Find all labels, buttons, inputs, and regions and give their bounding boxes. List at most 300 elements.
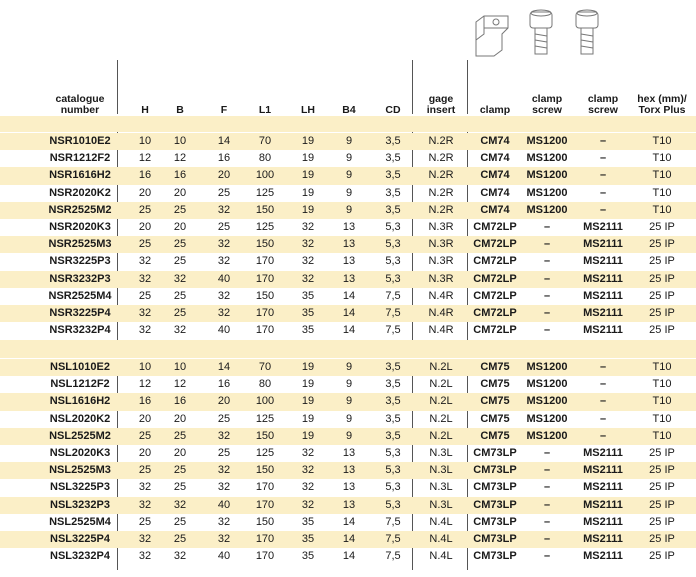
- cell-catalogue: NSR2020K3: [49, 220, 111, 233]
- table-row: [0, 322, 696, 339]
- cell-catalogue: NSR2525M2: [48, 203, 112, 216]
- table-header: [0, 94, 696, 116]
- cell-clamp-screw-2: MS2111: [583, 220, 623, 233]
- cell-f: 25: [217, 220, 231, 233]
- cell-cd: 3,5: [385, 186, 401, 199]
- cell-clamp-screw: –: [543, 481, 551, 494]
- cell-f: 14: [217, 135, 231, 147]
- cell-catalogue: NSR2525M3: [48, 238, 112, 251]
- cell-clamp-screw-2: –: [599, 186, 607, 199]
- header-catalogue-number: catalogue number: [55, 93, 105, 116]
- cell-f: 25: [217, 412, 231, 425]
- cell-clamp: CM75: [480, 412, 510, 425]
- cell-hex: T10: [652, 395, 672, 408]
- cell-hex: 25 IP: [649, 289, 675, 302]
- cell-gage: N.2R: [428, 186, 454, 199]
- cell-clamp-screw-2: MS2111: [583, 289, 623, 302]
- cell-h: 32: [138, 481, 152, 494]
- cell-catalogue: NSR1212F2: [49, 152, 111, 165]
- cell-hex: 25 IP: [649, 324, 675, 337]
- header-clamp: clamp: [479, 104, 511, 116]
- cell-clamp-screw: MS1200: [526, 361, 568, 373]
- section-gap: [0, 340, 696, 358]
- cell-l1: 70: [258, 135, 272, 147]
- cell-clamp-screw: –: [543, 255, 551, 268]
- cell-hex: 25 IP: [649, 220, 675, 233]
- cell-h: 32: [138, 272, 152, 285]
- header-h: H: [141, 104, 149, 116]
- cell-cd: 7,5: [385, 550, 401, 563]
- table-row: [0, 411, 696, 428]
- cell-clamp: CM73LP: [473, 498, 517, 511]
- cell-gage: N.3R: [428, 220, 454, 233]
- cell-b: 10: [173, 135, 187, 147]
- cell-clamp-screw: –: [543, 550, 551, 563]
- cell-catalogue: NSL2020K2: [49, 412, 111, 425]
- cell-h: 32: [138, 324, 152, 337]
- cell-b4: 13: [342, 255, 356, 268]
- cell-clamp-screw: MS1200: [526, 395, 568, 408]
- cell-lh: 35: [301, 515, 315, 528]
- cell-f: 32: [217, 429, 231, 442]
- cell-gage: N.3L: [429, 498, 453, 511]
- header-cd: CD: [385, 104, 401, 116]
- cell-catalogue: NSL3225P3: [50, 481, 110, 494]
- cell-b: 25: [173, 306, 187, 319]
- cell-h: 10: [138, 135, 152, 147]
- cell-catalogue: NSL3225P4: [50, 532, 110, 545]
- cell-catalogue: NSR3232P4: [49, 324, 111, 337]
- table-row: [0, 514, 696, 531]
- cell-b4: 13: [342, 498, 356, 511]
- cell-f: 16: [217, 152, 231, 165]
- table-row: [0, 150, 696, 167]
- cell-l1: 150: [255, 289, 275, 302]
- table-row: [0, 288, 696, 305]
- cell-b: 16: [173, 395, 187, 408]
- table-row: [0, 428, 696, 445]
- cell-clamp: CM74: [480, 135, 510, 147]
- cell-lh: 32: [301, 238, 315, 251]
- header-l1: L1: [258, 104, 272, 116]
- cell-hex: 25 IP: [649, 255, 675, 268]
- cell-b: 32: [173, 550, 187, 563]
- cell-h: 16: [138, 169, 152, 182]
- cell-gage: N.4L: [429, 515, 453, 528]
- cell-b: 25: [173, 255, 187, 268]
- cell-h: 20: [138, 412, 152, 425]
- cell-f: 32: [217, 255, 231, 268]
- cell-clamp-screw-2: –: [599, 135, 607, 147]
- cell-catalogue: NSL1010E2: [50, 361, 110, 373]
- cell-h: 25: [138, 238, 152, 251]
- cell-lh: 32: [301, 446, 315, 459]
- cell-clamp-screw: MS1200: [526, 152, 568, 165]
- cell-b4: 14: [342, 550, 356, 563]
- cell-cd: 3,5: [385, 169, 401, 182]
- cell-clamp: CM72LP: [473, 289, 517, 302]
- cell-h: 32: [138, 550, 152, 563]
- cell-h: 25: [138, 289, 152, 302]
- cell-catalogue: NSL2525M2: [49, 429, 111, 442]
- cell-clamp-screw: MS1200: [526, 429, 568, 442]
- table-row: [0, 548, 696, 565]
- cell-clamp-screw: –: [543, 220, 551, 233]
- cell-b: 10: [173, 361, 187, 373]
- cell-f: 32: [217, 532, 231, 545]
- cell-h: 25: [138, 429, 152, 442]
- cell-cd: 5,3: [385, 238, 401, 251]
- cell-l1: 170: [255, 550, 275, 563]
- part-illustrations: [468, 8, 608, 58]
- cell-lh: 35: [301, 306, 315, 319]
- cell-b4: 13: [342, 446, 356, 459]
- cell-b4: 9: [345, 395, 353, 408]
- cell-clamp: CM73LP: [473, 464, 517, 477]
- cell-lh: 32: [301, 481, 315, 494]
- clamp-screw2-icon: [576, 10, 598, 54]
- cell-cd: 5,3: [385, 220, 401, 233]
- cell-gage: N.4R: [428, 289, 454, 302]
- cell-l1: 170: [255, 306, 275, 319]
- cell-hex: 25 IP: [649, 464, 675, 477]
- table-row: [0, 236, 696, 253]
- cell-catalogue: NSL2525M4: [49, 515, 111, 528]
- cell-hex: T10: [652, 203, 672, 216]
- cell-catalogue: NSL2525M3: [49, 464, 111, 477]
- cell-b: 32: [173, 324, 187, 337]
- cell-b4: 9: [345, 361, 353, 373]
- cell-cd: 5,3: [385, 498, 401, 511]
- cell-clamp-screw: –: [543, 446, 551, 459]
- cell-l1: 125: [255, 446, 275, 459]
- cell-cd: 3,5: [385, 429, 401, 442]
- cell-l1: 170: [255, 498, 275, 511]
- cell-b: 20: [173, 446, 187, 459]
- cell-b4: 13: [342, 464, 356, 477]
- cell-lh: 32: [301, 498, 315, 511]
- cell-clamp-screw-2: –: [599, 361, 607, 373]
- cell-b4: 13: [342, 272, 356, 285]
- cell-b4: 14: [342, 289, 356, 302]
- cell-clamp: CM73LP: [473, 446, 517, 459]
- cell-b: 25: [173, 481, 187, 494]
- cell-l1: 125: [255, 220, 275, 233]
- cell-h: 12: [138, 378, 152, 391]
- cell-clamp-screw: –: [543, 515, 551, 528]
- table-row: [0, 393, 696, 410]
- nsr-table: [0, 133, 696, 339]
- cell-cd: 3,5: [385, 361, 401, 373]
- cell-clamp-screw-2: –: [599, 395, 607, 408]
- cell-cd: 5,3: [385, 272, 401, 285]
- cell-b4: 14: [342, 324, 356, 337]
- cell-l1: 170: [255, 532, 275, 545]
- cell-hex: 25 IP: [649, 446, 675, 459]
- cell-lh: 32: [301, 220, 315, 233]
- cell-h: 20: [138, 186, 152, 199]
- cell-gage: N.2R: [428, 135, 454, 147]
- cell-gage: N.4R: [428, 324, 454, 337]
- cell-b: 20: [173, 186, 187, 199]
- cell-b: 20: [173, 220, 187, 233]
- cell-h: 20: [138, 446, 152, 459]
- cell-cd: 7,5: [385, 306, 401, 319]
- cell-clamp: CM73LP: [473, 550, 517, 563]
- cell-l1: 150: [255, 238, 275, 251]
- cell-f: 32: [217, 481, 231, 494]
- table-row: [0, 167, 696, 184]
- cell-cd: 5,3: [385, 481, 401, 494]
- cell-clamp-screw: MS1200: [526, 412, 568, 425]
- cell-hex: 25 IP: [649, 550, 675, 563]
- cell-lh: 19: [301, 135, 315, 147]
- cell-l1: 80: [258, 378, 272, 391]
- cell-gage: N.2L: [429, 361, 453, 373]
- cell-lh: 19: [301, 395, 315, 408]
- cell-lh: 19: [301, 203, 315, 216]
- cell-catalogue: NSL1212F2: [50, 378, 110, 391]
- table-row: [0, 253, 696, 270]
- cell-cd: 3,5: [385, 152, 401, 165]
- cell-h: 32: [138, 306, 152, 319]
- cell-l1: 170: [255, 324, 275, 337]
- cell-clamp: CM74: [480, 186, 510, 199]
- cell-clamp-screw-2: MS2111: [583, 532, 623, 545]
- cell-h: 32: [138, 532, 152, 545]
- cell-clamp: CM73LP: [473, 532, 517, 545]
- cell-clamp: CM75: [480, 361, 510, 373]
- cell-f: 40: [217, 550, 231, 563]
- cell-b: 25: [173, 289, 187, 302]
- cell-cd: 5,3: [385, 446, 401, 459]
- cell-l1: 80: [258, 152, 272, 165]
- cell-clamp-screw: –: [543, 464, 551, 477]
- clamp-icon: [476, 16, 508, 56]
- cell-hex: 25 IP: [649, 532, 675, 545]
- cell-b4: 13: [342, 238, 356, 251]
- table-row: [0, 445, 696, 462]
- cell-clamp: CM72LP: [473, 324, 517, 337]
- cell-clamp-screw-2: MS2111: [583, 498, 623, 511]
- cell-hex: T10: [652, 429, 672, 442]
- cell-catalogue: NSR3225P4: [49, 306, 111, 319]
- cell-gage: N.2L: [429, 429, 453, 442]
- cell-f: 32: [217, 515, 231, 528]
- cell-clamp: CM75: [480, 395, 510, 408]
- cell-l1: 125: [255, 412, 275, 425]
- cell-b4: 9: [345, 412, 353, 425]
- cell-gage: N.4R: [428, 306, 454, 319]
- cell-b: 25: [173, 515, 187, 528]
- cell-clamp-screw-2: MS2111: [583, 446, 623, 459]
- cell-cd: 5,3: [385, 255, 401, 268]
- cell-f: 20: [217, 395, 231, 408]
- cell-l1: 150: [255, 464, 275, 477]
- table-row: [0, 479, 696, 496]
- cell-gage: N.3R: [428, 255, 454, 268]
- cell-clamp-screw-2: –: [599, 378, 607, 391]
- table-row: [0, 462, 696, 479]
- cell-hex: T10: [652, 412, 672, 425]
- cell-l1: 100: [255, 395, 275, 408]
- cell-f: 20: [217, 169, 231, 182]
- cell-f: 32: [217, 464, 231, 477]
- table-row: [0, 531, 696, 548]
- cell-b: 25: [173, 429, 187, 442]
- cell-clamp: CM73LP: [473, 515, 517, 528]
- cell-clamp-screw: –: [543, 498, 551, 511]
- cell-h: 20: [138, 220, 152, 233]
- cell-catalogue: NSR3232P3: [49, 272, 111, 285]
- header-b4: B4: [342, 104, 356, 116]
- cell-clamp-screw-2: MS2111: [583, 550, 623, 563]
- cell-h: 25: [138, 464, 152, 477]
- cell-gage: N.2L: [429, 412, 453, 425]
- cell-clamp-screw-2: MS2111: [583, 306, 623, 319]
- cell-catalogue: NSR2020K2: [49, 186, 111, 199]
- header-f: F: [220, 104, 228, 116]
- cell-l1: 150: [255, 515, 275, 528]
- cell-lh: 19: [301, 186, 315, 199]
- cell-clamp: CM72LP: [473, 272, 517, 285]
- cell-b4: 9: [345, 186, 353, 199]
- cell-hex: T10: [652, 152, 672, 165]
- cell-lh: 32: [301, 255, 315, 268]
- cell-cd: 7,5: [385, 515, 401, 528]
- cell-cd: 3,5: [385, 395, 401, 408]
- cell-hex: T10: [652, 361, 672, 373]
- cell-clamp-screw: –: [543, 324, 551, 337]
- cell-cd: 3,5: [385, 135, 401, 147]
- cell-l1: 150: [255, 203, 275, 216]
- cell-f: 40: [217, 272, 231, 285]
- cell-h: 32: [138, 498, 152, 511]
- cell-b4: 13: [342, 220, 356, 233]
- cell-l1: 100: [255, 169, 275, 182]
- cell-clamp: CM72LP: [473, 306, 517, 319]
- cell-catalogue: NSL1616H2: [49, 395, 111, 408]
- cell-b4: 14: [342, 515, 356, 528]
- cell-f: 40: [217, 498, 231, 511]
- cell-clamp-screw: MS1200: [526, 135, 568, 147]
- cell-lh: 19: [301, 361, 315, 373]
- nsl-table: [0, 359, 696, 565]
- cell-clamp-screw: –: [543, 272, 551, 285]
- cell-lh: 32: [301, 464, 315, 477]
- cell-b4: 9: [345, 378, 353, 391]
- cell-f: 14: [217, 361, 231, 373]
- cell-b: 25: [173, 203, 187, 216]
- cell-catalogue: NSR1616H2: [49, 169, 111, 182]
- table-row: [0, 376, 696, 393]
- cell-gage: N.3R: [428, 238, 454, 251]
- cell-b: 16: [173, 169, 187, 182]
- nsr-band: [0, 116, 696, 132]
- cell-gage: N.2L: [429, 395, 453, 408]
- cell-b: 25: [173, 532, 187, 545]
- cell-h: 12: [138, 152, 152, 165]
- cell-gage: N.2L: [429, 378, 453, 391]
- cell-clamp-screw: MS1200: [526, 186, 568, 199]
- cell-lh: 19: [301, 378, 315, 391]
- cell-h: 25: [138, 515, 152, 528]
- cell-lh: 35: [301, 324, 315, 337]
- cell-catalogue: NSR1010E2: [49, 135, 111, 147]
- cell-clamp: CM72LP: [473, 255, 517, 268]
- header-lh: LH: [301, 104, 315, 116]
- cell-gage: N.4L: [429, 550, 453, 563]
- clamp-screw-icon: [530, 10, 552, 54]
- cell-clamp: CM72LP: [473, 220, 517, 233]
- cell-clamp-screw: –: [543, 306, 551, 319]
- cell-b4: 13: [342, 481, 356, 494]
- cell-catalogue: NSR3225P3: [49, 255, 111, 268]
- cell-clamp-screw: –: [543, 289, 551, 302]
- cell-l1: 170: [255, 272, 275, 285]
- cell-gage: N.2R: [428, 203, 454, 216]
- cell-b4: 9: [345, 169, 353, 182]
- table-row: [0, 219, 696, 236]
- cell-clamp-screw: MS1200: [526, 378, 568, 391]
- cell-clamp-screw-2: MS2111: [583, 481, 623, 494]
- cell-cd: 7,5: [385, 532, 401, 545]
- cell-lh: 19: [301, 429, 315, 442]
- cell-hex: 25 IP: [649, 515, 675, 528]
- cell-l1: 150: [255, 429, 275, 442]
- cell-hex: T10: [652, 169, 672, 182]
- cell-clamp-screw-2: MS2111: [583, 324, 623, 337]
- cell-catalogue: NSL2020K3: [49, 446, 111, 459]
- cell-cd: 3,5: [385, 203, 401, 216]
- cell-gage: N.4L: [429, 532, 453, 545]
- cell-b4: 9: [345, 135, 353, 147]
- cell-h: 10: [138, 361, 152, 373]
- rule-catalogue: [117, 60, 118, 114]
- cell-clamp-screw: –: [543, 532, 551, 545]
- cell-lh: 35: [301, 289, 315, 302]
- cell-f: 25: [217, 446, 231, 459]
- cell-cd: 5,3: [385, 464, 401, 477]
- cell-clamp-screw: MS1200: [526, 203, 568, 216]
- cell-b4: 9: [345, 203, 353, 216]
- cell-gage: N.2R: [428, 152, 454, 165]
- cell-clamp: CM73LP: [473, 481, 517, 494]
- cell-f: 16: [217, 378, 231, 391]
- cell-lh: 19: [301, 152, 315, 165]
- cell-clamp: CM74: [480, 203, 510, 216]
- cell-f: 32: [217, 203, 231, 216]
- header-b: B: [176, 104, 184, 116]
- cell-l1: 125: [255, 186, 275, 199]
- cell-l1: 170: [255, 255, 275, 268]
- cell-lh: 35: [301, 550, 315, 563]
- cell-b: 32: [173, 272, 187, 285]
- cell-lh: 19: [301, 169, 315, 182]
- cell-lh: 19: [301, 412, 315, 425]
- cell-hex: T10: [652, 186, 672, 199]
- cell-clamp-screw-2: –: [599, 152, 607, 165]
- cell-clamp-screw-2: MS2111: [583, 255, 623, 268]
- cell-h: 16: [138, 395, 152, 408]
- cell-lh: 35: [301, 532, 315, 545]
- table-row: [0, 202, 696, 219]
- table-row: [0, 185, 696, 202]
- header-hex-torx: hex (mm)/ Torx Plus: [637, 93, 687, 116]
- cell-hex: 25 IP: [649, 481, 675, 494]
- table-row: [0, 271, 696, 288]
- cell-f: 32: [217, 238, 231, 251]
